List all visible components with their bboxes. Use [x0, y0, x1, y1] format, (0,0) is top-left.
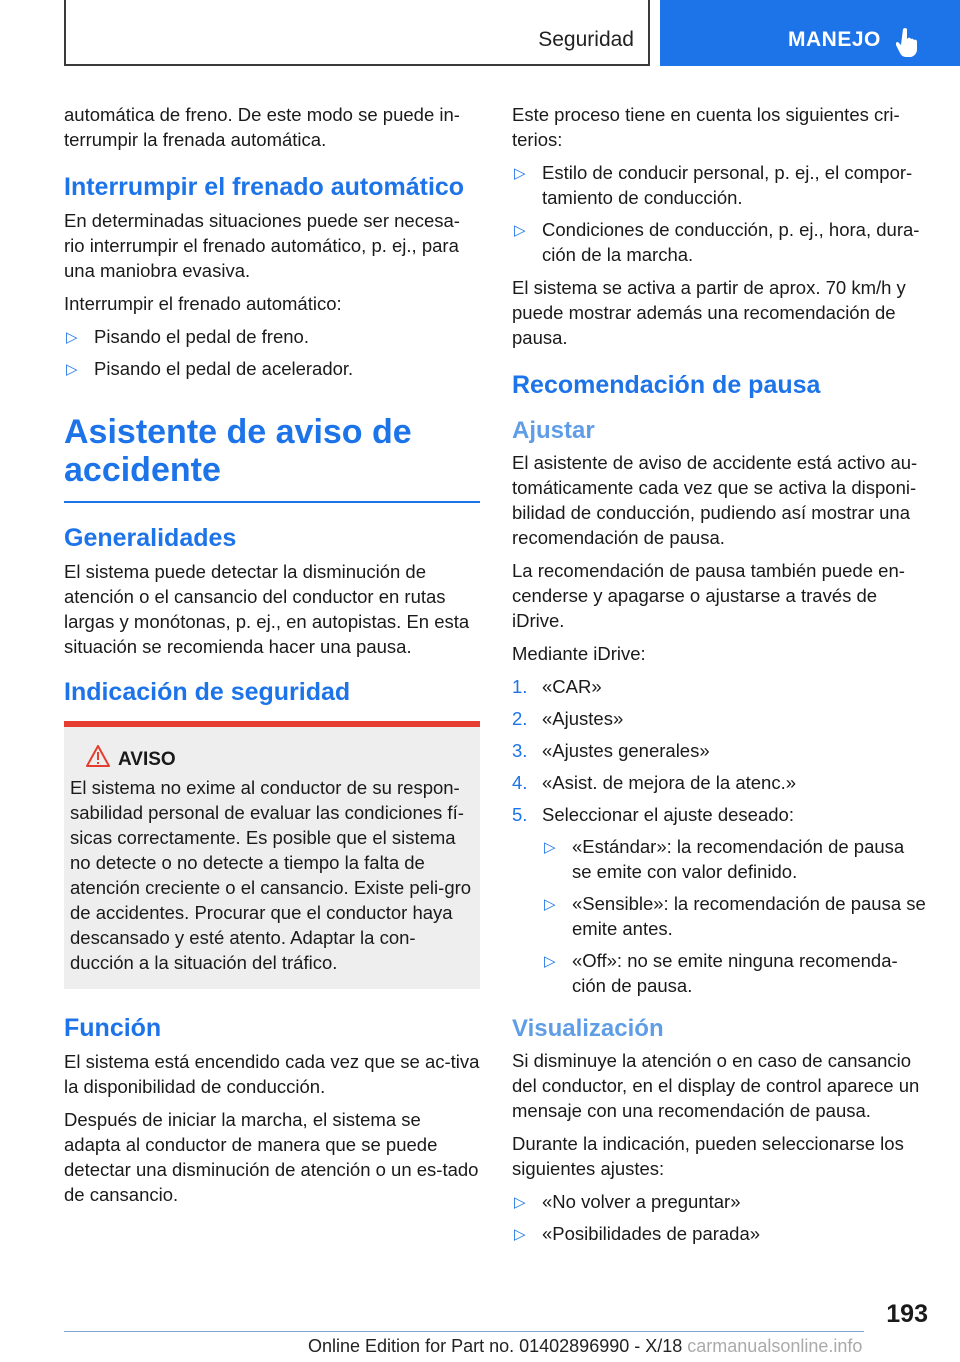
bullet-list: [512, 160, 928, 267]
list-item: 2. «Ajustes»: [512, 708, 624, 729]
list-item: ▷ Estilo de conducir personal, p. ej., el compor-tamiento de conducción.: [514, 162, 913, 208]
watermark-text: carmanualsonline.info: [687, 1336, 863, 1356]
warning-header: [70, 741, 474, 775]
bullet-triangle-icon: ▷: [66, 361, 78, 378]
warning-title: AVISO: [118, 749, 176, 770]
bullet-triangle-icon: ▷: [66, 329, 78, 346]
list-item: ▷ «Posibilidades de parada»: [512, 1221, 928, 1246]
warning-text: El sistema no exime al conductor de su respon-sabilidad personal de evaluar las condiciones fí-sicas correctamente. Es posible que el sistema no detecte o no detecte a tiempo la falta de atención creciente o el cansancio. Existe peli-gro de accidentes. Procurar que el conductor haya descansado y esté atento. Adaptar la con-ducción a la situación del tráfico.: [70, 777, 472, 973]
bullet-triangle-icon: ▷: [544, 896, 556, 913]
header-section-label: Seguridad: [538, 28, 634, 51]
paragraph: Si disminuye la atención o en caso de cansancio del conductor, en el display de control aparece un mensaje con una recomendación de pausa.: [512, 1050, 920, 1121]
list-item: ▷ Pisando el pedal de acelerador.: [64, 356, 480, 381]
heading-generalidades: Generalidades: [64, 524, 237, 552]
bullet-triangle-icon: ▷: [514, 222, 526, 239]
heading-funcion: Función: [64, 1014, 162, 1042]
heading-indicacion: Indicación de seguridad: [64, 678, 351, 706]
paragraph: La recomendación de pausa también puede en-cenderse y apagarse o ajustarse a través de iDrive.: [512, 560, 905, 631]
list-item: 1. «CAR»: [512, 676, 602, 697]
hand-pointer-icon: [896, 27, 922, 57]
left-column: [64, 102, 480, 1215]
paragraph: Después de iniciar la marcha, el sistema se adapta al conductor de manera que se puede detectar una disminución de atención o un es-tado de cansancio.: [64, 1109, 479, 1205]
list-item: ▷ Pisando el pedal de freno.: [64, 324, 480, 349]
heading-recomendacion: Recomendación de pausa: [512, 371, 821, 399]
bullet-triangle-icon: ▷: [514, 165, 526, 182]
footer-divider: [64, 1331, 864, 1332]
bullet-triangle-icon: ▷: [514, 1226, 526, 1243]
list-item: 4. «Asist. de mejora de la atenc.»: [512, 772, 797, 793]
paragraph: Durante la indicación, pueden seleccionarse los siguientes ajustes:: [512, 1133, 904, 1179]
bullet-triangle-icon: ▷: [544, 839, 556, 856]
heading-visualizacion: Visualización: [512, 1015, 664, 1042]
paragraph: En determinadas situaciones puede ser necesa-rio interrumpir el frenado automático, p. ej., para una maniobra evasiva.: [64, 210, 460, 281]
numbered-list: [512, 674, 928, 998]
heading-asistente: Asistente de aviso de accidente: [64, 413, 480, 503]
paragraph: El asistente de aviso de accidente está activo au-tomáticamente cada vez que se activa la disponi-bilidad de conducción, pudiendo así mostrar una recomendación de pausa.: [512, 452, 918, 548]
bullet-triangle-icon: ▷: [544, 953, 556, 970]
warning-triangle-icon: [86, 745, 110, 767]
paragraph: El sistema se activa a partir de aprox. 70 km/h y puede mostrar además una recomendación de pausa.: [512, 277, 906, 348]
page-number: 193: [886, 1300, 928, 1328]
list-item: ▷ «No volver a preguntar»: [512, 1189, 928, 1214]
heading-interrumpir: Interrumpir el frenado automático: [64, 173, 465, 201]
paragraph: Este proceso tiene en cuenta los siguientes cri-terios:: [512, 104, 900, 150]
list-item: ▷ «Off»: no se emite ninguna recomenda-ción de pausa.: [544, 950, 898, 996]
header-section-tab: [64, 0, 650, 66]
paragraph: El sistema puede detectar la disminución de atención o el cansancio del conductor en rutas largas y monótonas, p. ej., en autopistas. En esta situación se recomienda hacer una pausa.: [64, 561, 470, 657]
list-item: 5. Seleccionar el ajuste deseado: ▷ «Estándar»: la recomendación de pausa se emite con valor definido. ▷ «Sensible»: la recomendación de pausa se emite antes. ▷ «Off»: no se emite ninguna recomenda-ción de pausa.: [512, 802, 928, 998]
bullet-list: [512, 1189, 928, 1246]
header-chapter-label: MANEJO: [788, 28, 881, 51]
warning-box: [64, 721, 480, 989]
edition-text: Online Edition for Part no. 01402896990 - X/18: [308, 1336, 683, 1356]
bullet-list: [64, 324, 480, 381]
list-item: 3. «Ajustes generales»: [512, 740, 710, 761]
right-column: [512, 102, 928, 1254]
heading-ajustar: Ajustar: [512, 417, 595, 444]
list-item: ▷ Condiciones de conducción, p. ej., hora, dura-ción de la marcha.: [514, 219, 920, 265]
paragraph: Interrumpir el frenado automático:: [64, 293, 342, 314]
header-chapter-tab: [660, 0, 960, 66]
list-item: ▷ «Sensible»: la recomendación de pausa se emite antes.: [544, 893, 926, 939]
bullet-triangle-icon: ▷: [514, 1194, 526, 1211]
paragraph: El sistema está encendido cada vez que se ac-tiva la disponibilidad de conducción.: [64, 1051, 480, 1097]
paragraph: automática de freno. De este modo se puede in-terrumpir la frenada automática.: [64, 104, 460, 150]
sub-bullet-list: [542, 834, 928, 998]
footer-edition: [308, 1336, 862, 1357]
paragraph: Mediante iDrive:: [512, 643, 646, 664]
list-item: ▷ «Estándar»: la recomendación de pausa se emite con valor definido.: [544, 836, 905, 882]
